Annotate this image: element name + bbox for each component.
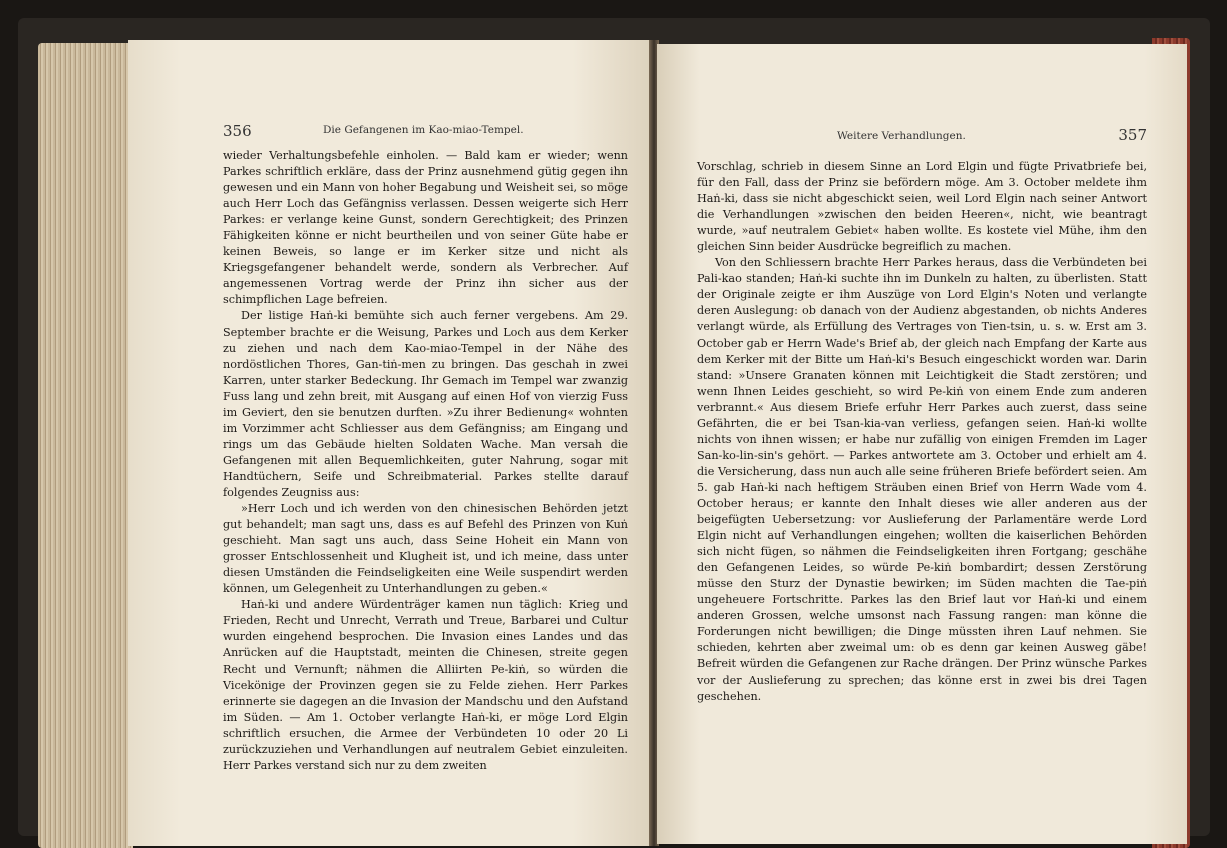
left-paragraph-4: Haṅ-ki und andere Würdenträger kamen nun täglich: Krieg und Frieden, Recht und Unrecht, Verrath und Treue, Barbarei und Cultur wurden eingehend besprochen. Die Invasion eines Landes und das Anrücken auf die Hauptstadt, meinten die Chinesen, streite gegen Recht und Vernunft; nähmen die Alliirten Pe-kiṅ, so würden die Vicekönige der Provinzen gegen sie zu Felde ziehen. Herr Parkes erinnerte sie dagegen an die Invasion der Mandschu und den Aufstand im Süden. — Am 1. October verlangte Haṅ-ki, er möge Lord Elgin schriftlich ersuchen, die Armee der Verbündeten 10 oder 20 Li zurückzuziehen und Verhandlungen auf neutralem Gebiet einzuleiten. Herr Parkes verstand sich nur zu dem zweiten bbox=[223, 598, 628, 772]
left-page-edges bbox=[38, 43, 133, 848]
book bbox=[18, 18, 1210, 836]
right-page-number: 357 bbox=[1118, 126, 1147, 144]
left-paragraph-2: Der listige Haṅ-ki bemühte sich auch ferner vergebens. Am 29. September brachte er die Weisung, Parkes und Loch aus dem Kerker zu ziehen und nach dem Kao-miao-Tempel in der Nähe des nordöstlichen Thores, Gan-tiṅ-men zu bringen. Das geschah in zwei Karren, unter starker Bedeckung. Ihr Gemach im Tempel war zwanzig Fuss lang und zehn breit, mit Ausgang auf einen Hof von vierzig Fuss im Geviert, den sie benutzen durften. »Zu ihrer Bedienung« wohnten im Vorzimmer acht Schliesser aus dem Gefängniss; am Eingang und rings um das Gebäude hielten Soldaten Wache. Man versah die Gefangenen mit allen Bequemlichkeiten, guter Nahrung, sogar mit Handtüchern, Seife und Schreibmaterial. Parkes stellte darauf folgendes Zeugniss aus: bbox=[223, 309, 628, 499]
right-page bbox=[657, 44, 1187, 844]
left-running-head: Die Gefangenen im Kao-miao-Tempel. bbox=[323, 124, 524, 136]
right-page-text bbox=[697, 159, 1147, 705]
right-running-head: Weitere Verhandlungen. bbox=[837, 130, 966, 142]
right-paragraph-1: Vorschlag, schrieb in diesem Sinne an Lord Elgin und fügte Privatbriefe bei, für den Fall, dass der Prinz sie befördern möge. Am 3. October meldete ihm Haṅ-ki, dass sie nicht abgeschickt seien, weil Lord Elgin nach seiner Antwort die Verhandlungen »zwischen den beiden Heeren«, nicht, wie beantragt wurde, »auf neutralem Gebiet« haben wollte. Es kostete viel Mühe, ihm den gleichen Sinn beider Ausdrücke begreiflich zu machen. bbox=[697, 160, 1147, 254]
right-paragraph-2: Von den Schliessern brachte Herr Parkes heraus, dass die Verbündeten bei Pali-kao standen; Haṅ-ki suchte ihn im Dunkeln zu halten, zu überlisten. Statt der Originale zeigte er ihm Auszüge von Lord Elgin's Noten und verlangte deren Auslegung: ob danach von der Audienz abgestanden, ob nichts Anderes verlangt würde, als Erfüllung des Vertrages von Tien-tsin, u. s. w. Erst am 3. October gab er Herrn Wade's Brief ab, der gleich nach Empfang der Karte aus dem Kerker mit der Bitte um Haṅ-ki's Besuch eingeschickt worden war. Darin stand: »Unsere Granaten können mit Leichtigkeit die Stadt zerstören; und wenn Ihnen Leides geschieht, so wird Pe-kiṅ von einem Ende zum anderen verbrannt.« Aus diesem Briefe erfuhr Herr Parkes auch zuerst, dass seine Gefährten, die er bei Tsan-kia-van verliess, gefangen seien. Haṅ-ki wollte nichts von ihnen wissen; er habe nur zufällig von einigen Fremden im Lager San-ko-lin-sin's gehört. — Parkes antwortete am 3. October und erhielt am 4. die Versicherung, dass nun auch alle seine früheren Briefe befördert seien. Am 5. gab Haṅ-ki nach heftigem Sträuben einen Brief von Herrn Wade vom 4. October heraus; er kannte den Inhalt dieses wie aller anderen aus der beigefügten Uebersetzung: vor Auslieferung der Parlamentäre werde Lord Elgin nicht auf Verhandlungen eingehen; wollten die kaiserlichen Behörden sich nicht fügen, so nähmen die Feindseligkeiten ihren Fortgang; geschähe den Gefangenen Leides, so würde Pe-kiṅ bombardirt; dessen Zerstörung müsse den Sturz der Dynastie bewirken; im Süden machten die Tae-piṅ ungeheuere Fortschritte. Parkes las den Brief laut vor Haṅ-ki und einem anderen Grossen, welche umsonst nach Fassung rangen: man könne die Forderungen nicht bewilligen; die Dinge müssten ihren Lauf nehmen. Sie schieden, kehrten aber zweimal um: ob es denn gar keinen Ausweg gäbe! Befreit würden die Gefangenen zur Rache drängen. Der Prinz wünsche Parkes vor der Auslieferung zu sprechen; das könne erst in zwei bis drei Tagen geschehen. bbox=[697, 256, 1147, 703]
left-page bbox=[128, 40, 651, 846]
left-paragraph-1: wieder Verhaltungsbefehle einholen. — Bald kam er wieder; wenn Parkes schriftlich erkläre, dass der Prinz ausnehmend gütig gegen ihn gewesen und ein Mann von hoher Begabung und Weisheit sei, so möge auch Herr Loch das Gefängniss verlassen. Dessen weigerte sich Herr Parkes: er verlange keine Gunst, sondern Gerechtigkeit; des Prinzen Fähigkeiten könne er nicht beurtheilen und von seiner Güte habe er keinen Beweis, so lange er im Kerker sitze und nicht als Kriegsgefangener behandelt werde, sondern als Verbrecher. Auf angemessenen Vortrag werde der Prinz ihn sicher aus der schimpflichen Lage befreien. bbox=[223, 149, 628, 307]
left-page-number: 356 bbox=[223, 122, 252, 140]
left-paragraph-3: »Herr Loch und ich werden von den chinesischen Behörden jetzt gut behandelt; man sagt uns, dass es auf Befehl des Prinzen von Kuṅ geschieht. Man sagt uns auch, dass Seine Hoheit ein Mann von grosser Entschlossenheit und Klugheit ist, und ich meine, dass unter diesen Umständen die Feindseligkeiten eine Weile suspendirt werden können, um Gelegenheit zu Unterhandlungen zu geben.« bbox=[223, 502, 628, 596]
left-page-header bbox=[223, 122, 563, 142]
left-page-text bbox=[223, 148, 628, 774]
right-page-header bbox=[697, 126, 1147, 146]
